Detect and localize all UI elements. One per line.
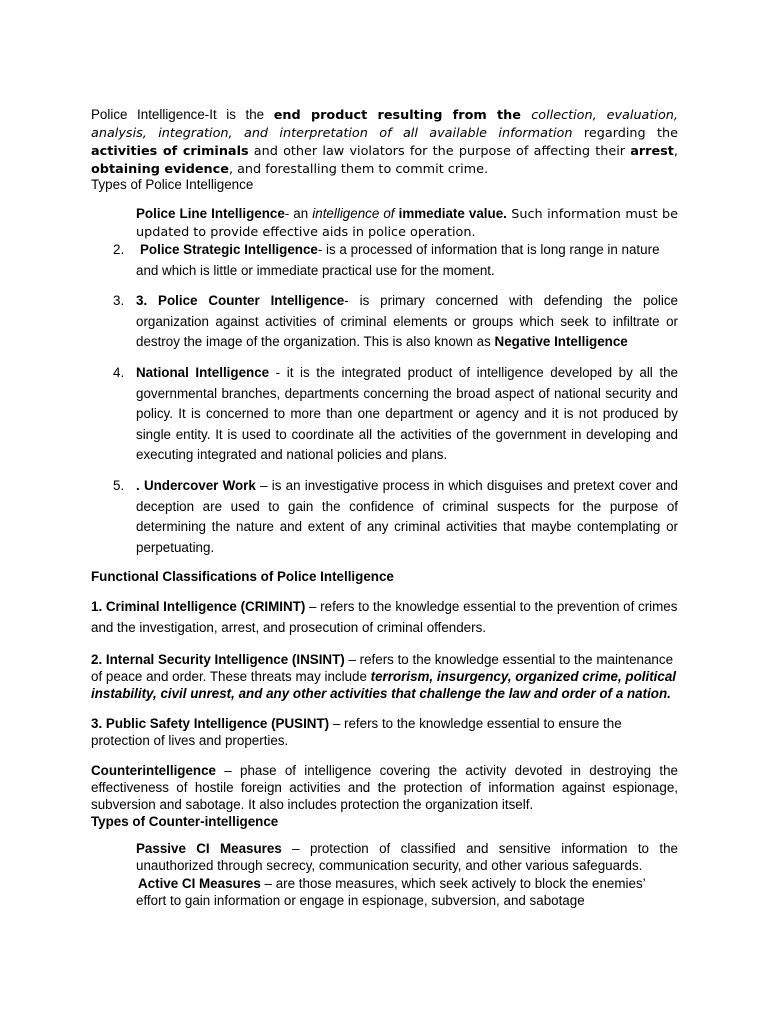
types-heading: Types of Police Intelligence <box>91 177 254 192</box>
list-number: 3. <box>113 293 125 308</box>
type-item-line-intelligence <box>136 205 678 241</box>
functional-item-insint <box>91 651 678 702</box>
ci-types-heading: Types of Counter-intelligence <box>91 814 279 829</box>
type-text: Such information must be updated to provide effective aids in police operation. <box>136 207 679 240</box>
ci-type-text: – protection of classified and sensitive information to the unauthorized through secrecy, communication security, and other various safeguards. <box>136 841 678 873</box>
type-item-national-intelligence <box>136 363 678 466</box>
counterintelligence-paragraph <box>91 762 678 813</box>
intro-paragraph <box>91 106 678 178</box>
intro-bold: end product resulting from the <box>273 108 532 123</box>
functional-text: – refers to the knowledge essential to the maintenance of peace and order. These threats may include <box>91 652 674 684</box>
list-number: 2. <box>113 242 125 257</box>
list-number: 4. <box>113 365 125 380</box>
counterintelligence-text: – phase of intelligence covering the activity devoted in destroying the effectiveness of hostile foreign activities and the protection of information against espionage, subversion and sabotage. It also includes protection the organization itself. <box>91 763 678 812</box>
intro-bold: obtaining evidence <box>91 162 229 177</box>
intro-text: , and forestalling them to commit crime. <box>228 162 489 177</box>
type-item-strategic-intelligence <box>136 240 678 281</box>
type-text: - an <box>284 206 313 221</box>
intro-term: Police Intelligence- <box>91 107 210 122</box>
ci-type-title: Passive CI Measures <box>136 841 282 856</box>
list-number: 5. <box>113 478 125 493</box>
type-title: Police Strategic Intelligence <box>140 242 318 257</box>
ci-type-active <box>136 875 678 909</box>
type-text: – is an investigative process in which disguises and pretext cover and deception are used to gain the confidence of criminal suspects for the purpose of determining the nature and extent of any criminal activities that maybe contemplating or perpetuating. <box>136 478 679 555</box>
type-bold: Negative Intelligence <box>494 334 628 350</box>
ci-type-passive <box>136 840 678 874</box>
functional-item-crimint <box>91 597 678 638</box>
intro-bold: activities of criminals <box>91 144 249 159</box>
type-item-counter-intelligence <box>136 291 678 353</box>
functional-text: – refers to the knowledge essential to ensure the protection of lives and properties. <box>91 716 622 748</box>
type-bold: immediate value. <box>398 206 507 221</box>
functional-item-pusint <box>91 715 678 749</box>
functional-title: 1. Criminal Intelligence (CRIMINT) <box>91 599 306 614</box>
intro-italic: collection, evaluation, analysis, integration, and interpretation of all available information <box>91 108 678 141</box>
type-text: - is a processed of information that is long range in nature and which is little or immediate practical use for the moment. <box>136 242 660 278</box>
functional-text: – refers to the knowledge essential to the prevention of crimes and the investigation, arrest, and prosecution of criminal offenders. <box>91 599 678 635</box>
ci-type-text: – are those measures, which seek actively to block the enemies’ effort to gain information or engage in espionage, subversion, and sabotage <box>136 876 646 908</box>
type-italic: intelligence of <box>312 206 395 221</box>
intro-text: , <box>673 144 678 159</box>
intro-bold: arrest <box>630 144 674 159</box>
functional-title: 2. Internal Security Intelligence (INSINT) <box>91 652 345 667</box>
type-text: - is primary concerned with defending the police organization against activities of criminal elements or groups which seek to infiltrate or destroy the image of the organization. This is also known as <box>136 293 678 350</box>
type-text: - it is the integrated product of intelligence developed by all the governmental branches, departments concerning the broad aspect of national security and policy. It is concerned to more than one department or agency and it is not produced by single entity. It is used to coordinate all the activities of the government in developing and executing integrated and national policies and plans. <box>136 365 678 463</box>
intro-text: regarding the <box>572 126 679 141</box>
ci-type-title: Active CI Measures <box>138 876 261 891</box>
counterintelligence-title: Counterintelligence <box>91 763 216 778</box>
intro-text: and other law violators for the purpose of affecting their <box>248 144 631 159</box>
type-title: Police Line Intelligence <box>136 206 285 221</box>
type-title: National Intelligence <box>136 365 270 380</box>
functional-bold-italic: terrorism, insurgency, organized crime, political instability, civil unrest, and any other activities that challenge the law and order of a nation. <box>91 669 676 701</box>
type-item-undercover-work <box>136 476 678 558</box>
functional-title: 3. Public Safety Intelligence (PUSINT) <box>91 716 330 731</box>
functional-heading: Functional Classifications of Police Intelligence <box>91 569 394 584</box>
type-title: . Undercover Work <box>136 478 256 493</box>
intro-text: It is the <box>209 107 274 122</box>
type-title: 3. Police Counter Intelligence <box>136 293 345 308</box>
